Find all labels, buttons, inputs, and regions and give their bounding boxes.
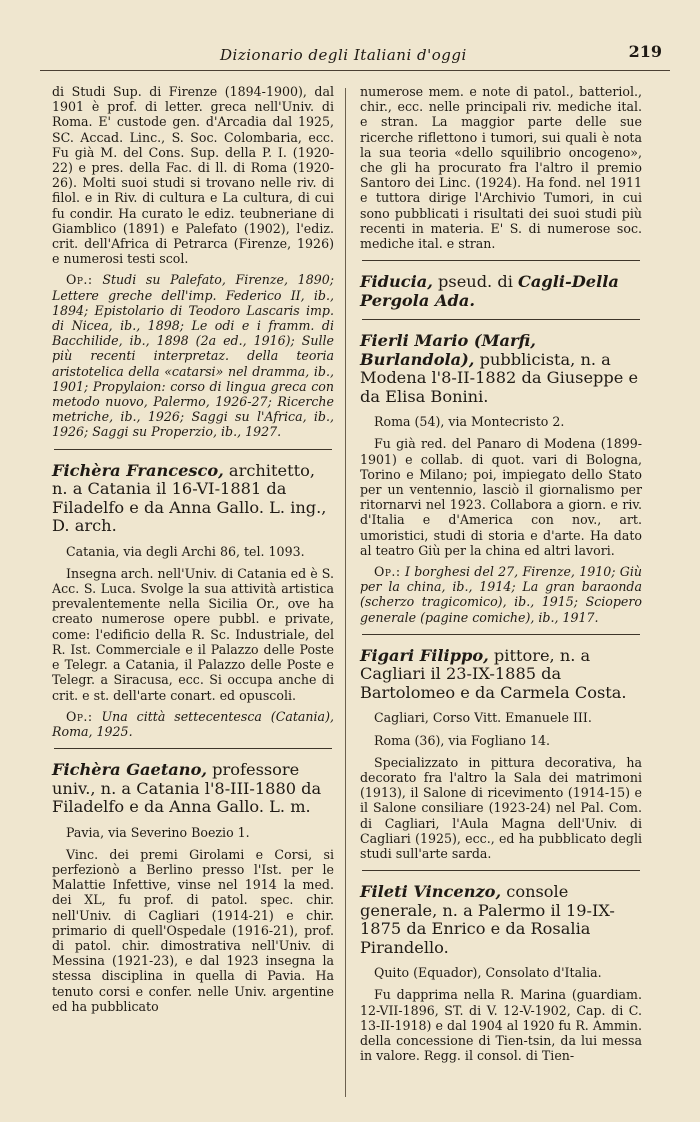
entry-continuation-body: di Studi Sup. di Firenze (1894-1900), dal 1901 è prof. di letter. greca nell'Univ. di Roma. E' custode gen. d'Arcadia dal 1925, SC. Accad. Linc., S. Soc. Colombaria, ecc. Fu già M. del Cons. Sup. della P. I. (1920-22) e pres. della Fac. di ll. di Roma (1920-26). Molti suoi studi si trovano nelle riv. di filol. e in Riv. di cultura e La cultura, di cui fu condir. Ha curato le ediz. teubneriane di Giamblico (1891) e Palefato (1902), l'ediz. crit. dell'Africa di Petrarca (Firenze, 1926) e numerosi testi scol. (52, 84, 334, 267)
works-label: Op.: (374, 564, 401, 580)
works-paragraph (360, 564, 642, 625)
entry-heading-fileti-vincenzo (360, 883, 642, 957)
cross-reference: Cagli-Della Pergola Ada. (360, 272, 619, 310)
entry-address: Catania, via degli Archi 86, tel. 1093. (66, 543, 305, 559)
entry-name: Fiducia, (360, 272, 433, 292)
works-paragraph (52, 272, 334, 439)
page-number: 219 (628, 42, 662, 61)
entry-address: Pavia, via Severino Boezio 1. (66, 824, 250, 840)
entry-heading-text: pittore, n. a Cagliari il 23-IX-1885 da Bartolomeo e da Carmela Costa. (360, 645, 627, 702)
entry-separator (54, 449, 332, 450)
entry-heading-fichera-gaetano (52, 761, 334, 817)
entry-heading-figari-filippo (360, 647, 642, 703)
entry-continuation-body: numerose mem. e note di patol., batteriol., chir., ecc. nelle principali riv. mediche ital. e stran. La maggior parte delle sue ricerche riflettono i tumori, sui quali è nota la sua teoria «dello squilibrio oncogeno», che gli ha procurato fra l'altro il premio Santoro dei Linc. (1924). Ha fond. nel 1911 e tuttora dirige l'Archivio Tumori, in cui sono pubblicati i risultati dei suoi studi più recenti in materia. E' S. di numerose soc. mediche ital. e stran. (360, 84, 642, 252)
works-paragraph (52, 709, 334, 739)
entry-name: Fichèra Francesco, (52, 460, 224, 480)
entry-heading-fiducia (360, 273, 642, 310)
entry-heading-text: architetto, n. a Catania il 16-VI-1881 da Filadelfo e da Anna Gallo. L. ing., D. arch. (52, 460, 327, 536)
running-header (40, 40, 670, 71)
entry-body: Specializzato in pittura decorativa, ha decorato fra l'altro la Sala dei matrimoni (1913), il Salone di ricevimento (1914-15) e il Salone consiliare (1923-24) nel Pal. Com. di Cagliari, l'Aula Magna dell'Univ. di Cagliari (1925), ecc., ed ha pubblicato degli studi sull'arte sarda. (360, 754, 642, 861)
running-title: Dizionario degli Italiani d'oggi (220, 46, 467, 64)
entry-heading-text: professore univ., n. a Catania l'8-III-1880 da Filadelfo e da Anna Gallo. L. m. (52, 760, 322, 817)
works-label: Op.: (66, 708, 93, 724)
entry-body: Insegna arch. nell'Univ. di Catania ed è S. Acc. S. Luca. Svolge la sua attività artistica prevalentemente nella Sicilia Or., ove ha creato numerose opere pubbl. e private, come: l'edificio della R. Sc. Industriale, del R. Ist. Commerciale e il Palazzo delle Poste e Telegr. a Catania, il Palazzo delle Poste e Telegr. a Siracusa, ecc. Si occupa anche di crit. e st. dell'arte conart. ed opuscoli. (52, 565, 334, 703)
right-column (360, 84, 642, 1069)
entry-heading-text: pubblicista, n. a Modena l'8-II-1882 da Giuseppe e da Elisa Bonini. (360, 349, 639, 406)
entry-body: Fu dapprima nella R. Marina (guardiam. 12-VII-1896, ST. di V. 12-V-1902, Cap. di C. 13-II-1918) e dal 1904 al 1920 fu R. Ammin. della concessione di Tien-tsin, da lui messa in valore. Regg. il consol. di Tien- (360, 987, 642, 1064)
entry-separator (362, 870, 640, 871)
entry-address: Quito (Equador), Consolato d'Italia. (374, 965, 602, 981)
entry-address: Roma (36), via Fogliano 14. (374, 732, 551, 748)
entry-name: Figari Filippo, (360, 645, 489, 665)
entry-separator (362, 634, 640, 635)
entry-heading-text: console generale, n. a Palermo il 19-IX-1875 da Enrico e da Rosalia Pirandello. (360, 882, 615, 957)
works-list: Una città settecentesca (Catania), Roma, 1925. (52, 708, 334, 739)
works-list: I borghesi del 27, Firenze, 1910; Giù per la china, ib., 1914; La gran baraonda (scherzo tragicomico), ib., 1915; Sciopero generale (pagine comiche), ib., 1917. (360, 564, 642, 625)
entry-body: Fu già red. del Panaro di Modena (1899-1901) e collab. di quot. vari di Bologna, Torino e Milano; poi, impiegato dello Stato per un ventennio, lasciò il giornalismo per ritornarvi nel 1923. Collabora a giorn. e riv. d'Italia e d'America con nov., art. umoristici, studi di storia e d'arte. Ha dato al teatro Giù per la china ed altri lavori. (360, 436, 642, 558)
entry-heading-text: pseud. di (432, 272, 519, 292)
entry-address: Cagliari, Corso Vitt. Emanuele III. (374, 710, 592, 726)
entry-heading-fierli-mario (360, 332, 642, 406)
works-label: Op.: (66, 272, 93, 288)
entry-separator (362, 260, 640, 261)
entry-body: Vinc. dei premi Girolami e Corsi, si perfezionò a Berlino presso l'Ist. per le Malattie Infettive, vinse nel 1914 la med. dei XL, fu prof. di patol. spec. chir. nell'Univ. di Cagliari (1914-21) e chir. primario di quell'Ospedale (1916-21), prof. di patol. chir. dimostrativa nell'Univ. di Messina (1921-23), e dal 1923 insegna la stessa disciplina in quella di Pavia. Ha tenuto corsi e confer. nelle Univ. argentine ed ha pubblicato (52, 846, 334, 1014)
entry-heading-fichera-francesco (52, 462, 334, 536)
column-divider (345, 88, 346, 1097)
entry-separator (54, 748, 332, 749)
entry-separator (362, 319, 640, 320)
entry-address: Roma (54), via Montecristo 2. (374, 414, 565, 430)
entry-name: Fierli Mario (Marfi, Burlandola), (360, 331, 536, 369)
works-list: Studi su Palefato, Firenze, 1890; Lettere greche dell'imp. Federico II, ib., 1894; Epistolario di Teodoro Lascaris imp. di Nicea, ib., 1898; Le odi e i framm. di Bacchilide, ib., 1898 (2a ed., 1916); Sulle più recenti interpretaz. della teoria aristotelica della «catarsi» nel dramma, ib., 1901; Propylaion: corso di lingua greca con metodo nuovo, Palermo, 1926-27; Ricerche metriche, ib., 1926; Saggi su l'Africa, ib., 1926; Saggi su Properzio, ib., 1927. (52, 272, 334, 440)
left-column (52, 84, 334, 1020)
entry-name: Fileti Vincenzo, (360, 882, 502, 902)
entry-name: Fichèra Gaetano, (52, 760, 207, 780)
